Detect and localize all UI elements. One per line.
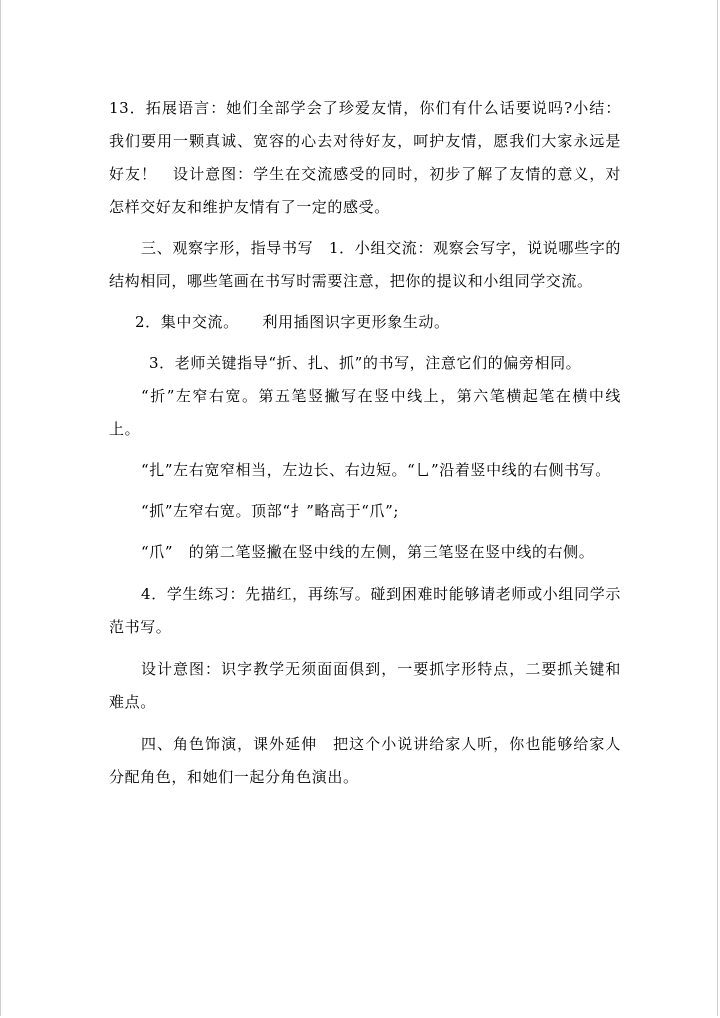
paragraph-observe-characters: 三、观察字形，指导书写 1．小组交流：观察会写字，说说哪些字的结构相同，哪些笔画在书写时需要注意，把你的提议和小组同学交流。 (109, 239, 621, 290)
paragraph-char-zhao: “爪” 的第二笔竖撇在竖中线的左侧，第三笔竖在竖中线的右侧。 (141, 543, 595, 561)
paragraph-role-play: 四、角色饰演，课外延伸 把这个小说讲给家人听，你也能够给家人分配角色，和她们一起分角色演出。 (109, 735, 621, 786)
paragraph-key-guidance: 3．老师关键指导“折、扎、抓”的书写，注意它们的偏旁相同。 (149, 354, 582, 372)
paragraph-char-zha: “扎”左右宽窄相当，左边长、右边短。“乚”沿着竖中线的右侧书写。 (141, 461, 611, 479)
paragraph-extend-language: 13．拓展语言：她们全部学会了珍爱友情，你们有什么话要说吗?小结：我们要用一颗真诚、宽容的心去对待好友，呵护友情，愿我们大家永远是好友！ 设计意图：学生在交流感受的同时，初步了解了友情的意义，对怎样交好友和维护友情有了一定的感受。 (109, 99, 621, 216)
paragraph-collective-exchange: 2．集中交流。 利用插图识字更形象生动。 (135, 313, 450, 331)
paragraph-design-intent: 设计意图：识字教学无须面面俱到，一要抓字形特点，二要抓关键和难点。 (109, 660, 621, 711)
paragraph-student-practice: 4．学生练习：先描红，再练写。碰到困难时能够请老师或小组同学示范书写。 (109, 585, 621, 636)
document-body (109, 92, 621, 794)
paragraph-char-zhua: “抓”左窄右宽。顶部“扌”略高于“爪”; (141, 502, 400, 520)
paragraph-char-zhe: “折”左窄右宽。第五笔竖撇写在竖中线上，第六笔横起笔在横中线上。 (109, 387, 621, 438)
